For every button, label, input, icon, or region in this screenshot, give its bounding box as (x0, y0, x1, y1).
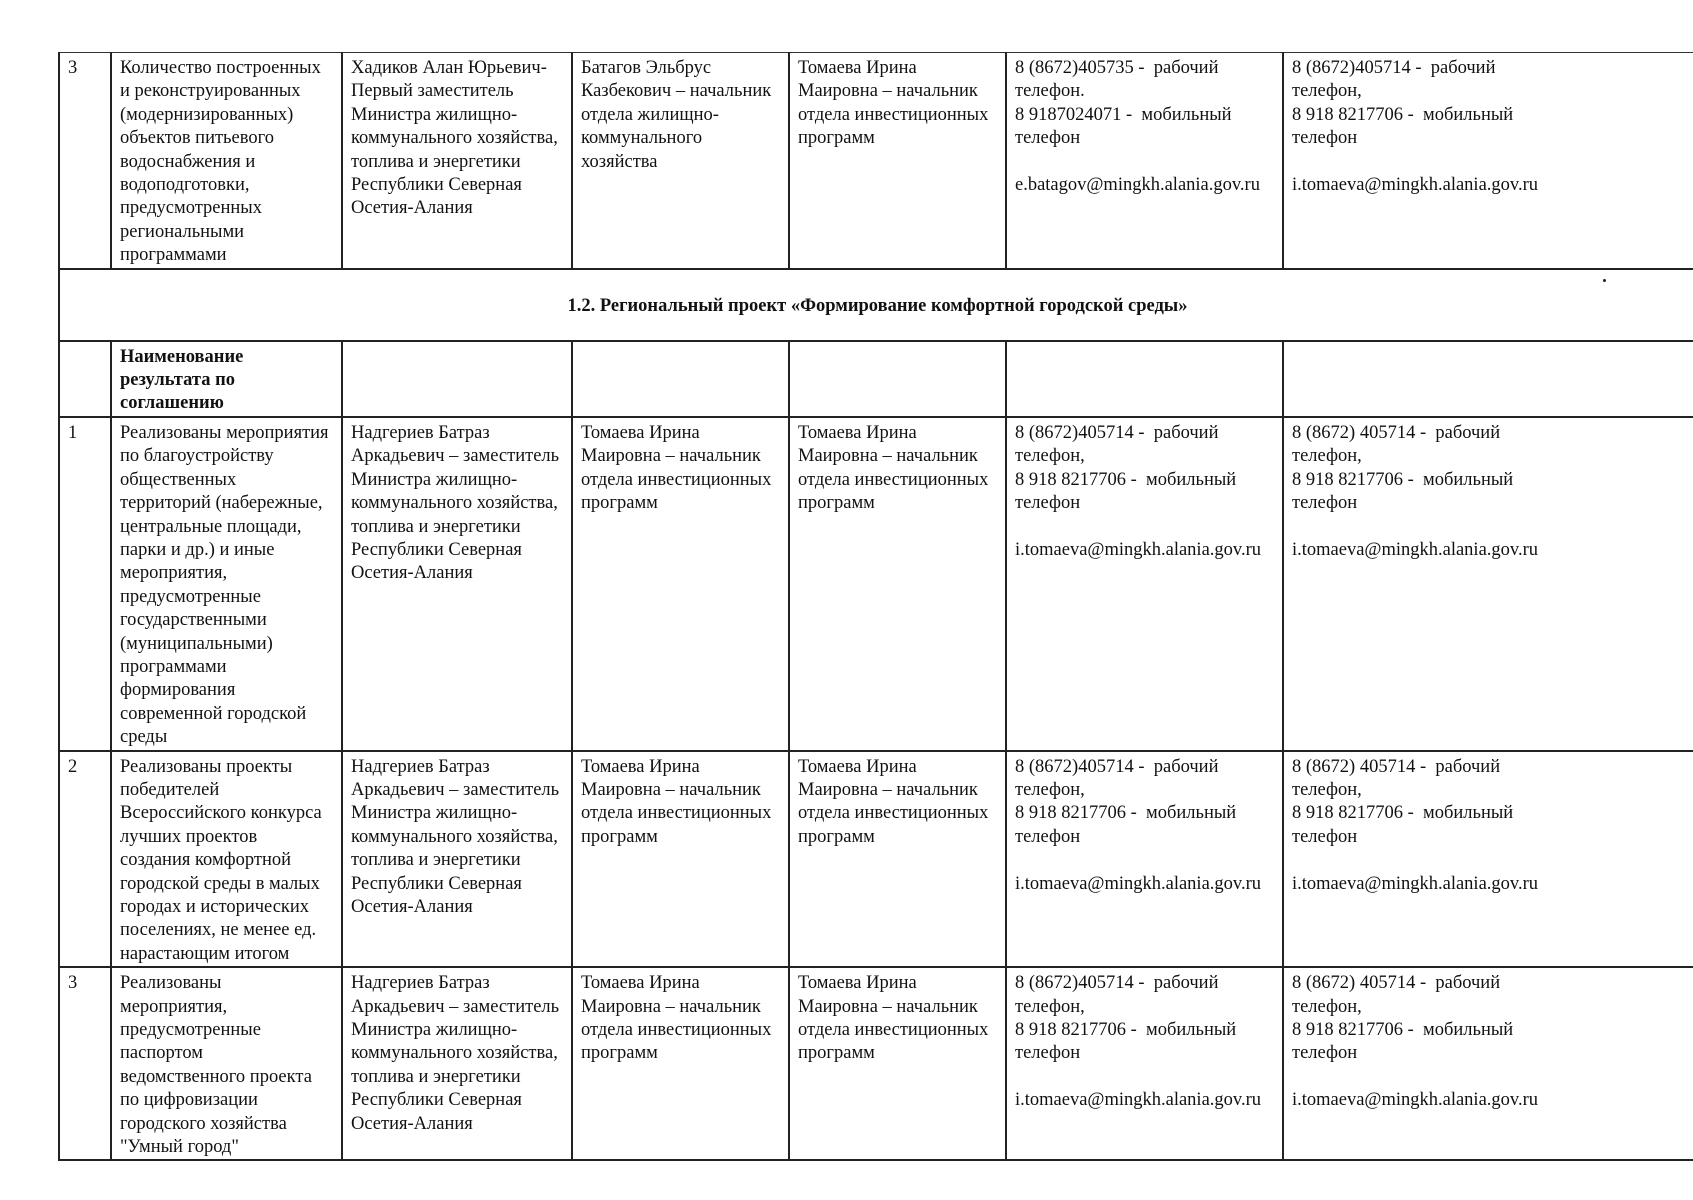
contact-email: i.tomaeva@mingkh.alania.gov.ru (1015, 873, 1261, 894)
row-number: 3 (59, 53, 111, 269)
contact-cell (1006, 53, 1283, 269)
document-page (58, 52, 1692, 1161)
contact-phones: 8 (8672) 405714 - рабочий телефон, 8 918 8217706 - мобильный телефон (1292, 422, 1514, 514)
contact-phones: 8 (8672)405714 - рабочий телефон, 8 918 8217706 - мобильный телефон (1015, 756, 1237, 847)
result-name: Реализованы мероприятия, предусмотренные паспортом ведомственного проекта по цифровизации городского хозяйства "Умный город" (111, 967, 342, 1160)
contact-cell (1283, 751, 1693, 968)
contact-phones: 8 (8672) 405714 - рабочий телефон, 8 918 8217706 - мобильный телефон (1292, 756, 1514, 847)
contact-email: i.tomaeva@mingkh.alania.gov.ru (1015, 539, 1261, 560)
result-name: Реализованы мероприятия по благоустройству общественных территорий (набережные, центральные площади, парки и др.) и иные мероприятия, предусмотренные государственными (муниципальными) программами формирования современной городской среды (111, 417, 342, 751)
contact-phones: 8 (8672)405714 - рабочий телефон, 8 918 8217706 - мобильный телефон (1015, 422, 1237, 514)
responsible-person: Томаева Ирина Маировна – начальник отдела инвестиционных программ (572, 751, 789, 968)
contact-phones: 8 (8672) 405714 - рабочий телефон, 8 918 8217706 - мобильный телефон (1292, 973, 1514, 1064)
executor: Томаева Ирина Маировна – начальник отдела инвестиционных программ (789, 751, 1006, 968)
contact-phones: 8 (8672)405735 - рабочий телефон. 8 9187024071 - мобильный телефон (1015, 58, 1232, 149)
contact-cell (1006, 751, 1283, 968)
table-row (59, 751, 1693, 968)
empty-cell (789, 341, 1006, 417)
contact-email: i.tomaeva@mingkh.alania.gov.ru (1292, 175, 1538, 196)
column-header: Наименование результата по соглашению (111, 341, 342, 417)
executor: Томаева Ирина Маировна – начальник отдела инвестиционных программ (789, 417, 1006, 751)
executor: Томаева Ирина Маировна – начальник отдела инвестиционных программ (789, 53, 1006, 269)
contact-email: e.batagov@mingkh.alania.gov.ru (1015, 175, 1260, 196)
result-name: Количество построенных и реконструированных (модернизированных) объектов питьевого водоснабжения и водоподготовки, предусмотренных региональными программами (111, 53, 342, 269)
contact-phones: 8 (8672)405714 - рабочий телефон, 8 918 8217706 - мобильный телефон (1292, 58, 1514, 149)
responsibility-table (58, 52, 1693, 1161)
responsible-person: Томаева Ирина Маировна – начальник отдела инвестиционных программ (572, 417, 789, 751)
curator: Надгериев Батраз Аркадьевич – заместитель Министра жилищно- коммунального хозяйства, топлива и энергетики Республики Северная Осетия-Алания (342, 417, 572, 751)
contact-cell (1283, 417, 1693, 751)
empty-cell (59, 341, 111, 417)
section-title: 1.2. Региональный проект «Формирование комфортной городской среды» (59, 269, 1693, 341)
responsible-person: Томаева Ирина Маировна – начальник отдела инвестиционных программ (572, 967, 789, 1160)
section-row (59, 269, 1693, 341)
row-number: 2 (59, 751, 111, 968)
empty-cell (1283, 341, 1693, 417)
contact-phones: 8 (8672)405714 - рабочий телефон, 8 918 8217706 - мобильный телефон (1015, 973, 1237, 1064)
table-row (59, 417, 1693, 751)
contact-email: i.tomaeva@mingkh.alania.gov.ru (1292, 539, 1538, 560)
contact-cell (1283, 967, 1693, 1160)
executor: Томаева Ирина Маировна – начальник отдела инвестиционных программ (789, 967, 1006, 1160)
scan-speck (1603, 279, 1606, 282)
contact-cell (1283, 53, 1693, 269)
curator: Надгериев Батраз Аркадьевич – заместитель Министра жилищно- коммунального хозяйства, топлива и энергетики Республики Северная Осетия-Алания (342, 751, 572, 968)
row-number: 1 (59, 417, 111, 751)
empty-cell (1006, 341, 1283, 417)
contact-email: i.tomaeva@mingkh.alania.gov.ru (1292, 1090, 1538, 1111)
row-number: 3 (59, 967, 111, 1160)
result-name: Реализованы проекты победителей Всероссийского конкурса лучших проектов создания комфортной городской среды в малых городах и исторических поселениях, не менее ед. нарастающим итогом (111, 751, 342, 968)
responsible-person: Батагов Эльбрус Казбекович – начальник отдела жилищно- коммунального хозяйства (572, 53, 789, 269)
curator: Хадиков Алан Юрьевич- Первый заместитель Министра жилищно- коммунального хозяйства, топлива и энергетики Республики Северная Осетия-Алания (342, 53, 572, 269)
contact-email: i.tomaeva@mingkh.alania.gov.ru (1292, 873, 1538, 894)
table-header-row (59, 341, 1693, 417)
table-row (59, 967, 1693, 1160)
empty-cell (572, 341, 789, 417)
curator: Надгериев Батраз Аркадьевич – заместитель Министра жилищно- коммунального хозяйства, топлива и энергетики Республики Северная Осетия-Алания (342, 967, 572, 1160)
table-row (59, 53, 1693, 269)
empty-cell (342, 341, 572, 417)
contact-email: i.tomaeva@mingkh.alania.gov.ru (1015, 1090, 1261, 1111)
contact-cell (1006, 967, 1283, 1160)
contact-cell (1006, 417, 1283, 751)
